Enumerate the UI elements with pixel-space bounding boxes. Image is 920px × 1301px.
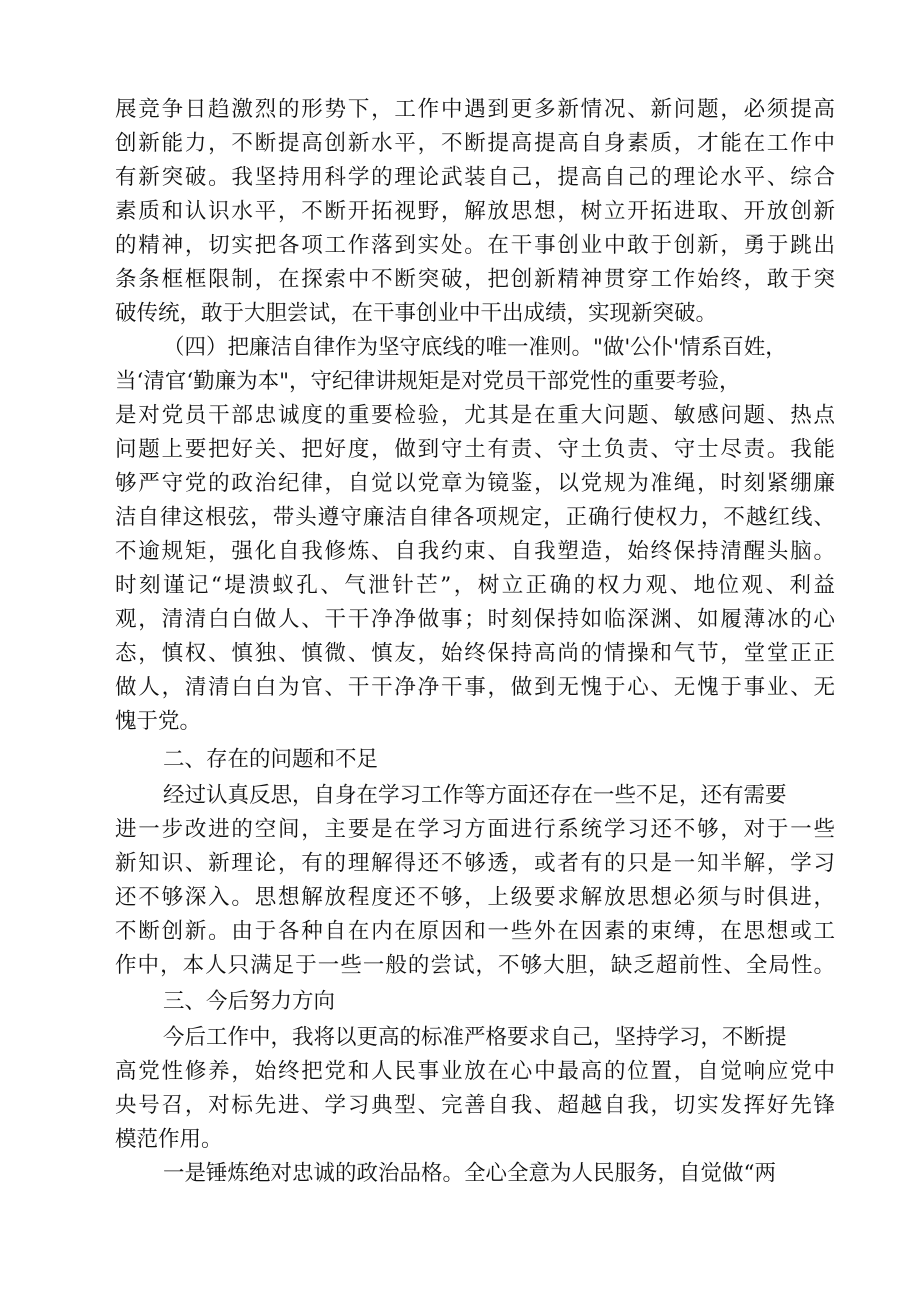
paragraph-first-line: 今后工作中，我将以更高的标准严格要求自己，坚持学习，不断提: [163, 1025, 787, 1050]
text-line: 愧于党。: [115, 709, 202, 734]
paragraph-first-line: 一是锤炼绝对忠诚的政治品格。全心全意为人民服务，自觉做“两: [163, 1161, 776, 1186]
text-line: 进一步改进的空间，主要是在学习方面进行系统学习还不够，对于一些: [115, 817, 835, 842]
text-line: 的精神，切实把各项工作落到实处。在干事创业中敢于创新，勇于跳出: [115, 233, 835, 258]
paragraph-first-line: 经过认真反思，自身在学习工作等方面还存在一些不足，还有需要: [163, 783, 787, 808]
text-line: 新知识、新理论，有的理解得还不够透，或者有的只是一知半解，学习: [115, 851, 835, 876]
text-line: 观，清清白白做人、干干净净做事；时刻保持如临深渊、如履薄冰的心: [115, 607, 835, 632]
text-line: 有新突破。我坚持用科学的理论武装自己，提高自己的理论水平、综合: [115, 165, 835, 190]
text-line: 是对党员干部忠诚度的重要检验，尤其是在重大问题、敏感问题、热点: [115, 403, 835, 428]
paragraph-first-line: （四）把廉洁自律作为坚守底线的唯一准则。"做'公仆'情系百姓，: [163, 335, 787, 360]
text-line: 时刻谨记“堤溃蚁孔、气泄针芒”，树立正确的权力观、地位观、利益: [115, 573, 835, 598]
text-line: 洁自律这根弦，带头遵守廉洁自律各项规定，正确行使权力，不越红线、: [115, 505, 835, 530]
text-line: 够严守党的政治纪律，自觉以党章为镜鉴，以党规为准绳，时刻紧绷廉: [115, 471, 835, 496]
text-line: 破传统，敢于大胆尝试，在干事创业中干出成绩，实现新突破。: [115, 301, 718, 326]
text-line: 高党性修养，始终把党和人民事业放在心中最高的位置，自觉响应党中: [115, 1059, 835, 1084]
text-line: 问题上要把好关、把好度，做到守土有责、守土负责、守士尽责。我能: [115, 437, 835, 462]
text-line: 不逾规矩，强化自我修炼、自我约束、自我塑造，始终保持清醒头脑。: [115, 539, 835, 564]
text-line: 展竞争日趋激烈的形势下，工作中遇到更多新情况、新问题，必须提高: [115, 97, 835, 122]
text-line: 模范作用。: [115, 1127, 223, 1152]
text-line: 态，慎权、慎独、慎微、慎友，始终保持高尚的情操和气节，堂堂正正: [115, 641, 835, 666]
text-line: 当‘清官‘勤廉为本"，守纪律讲规矩是对党员干部党性的重要考验，: [115, 369, 741, 394]
text-line: 还不够深入。思想解放程度还不够，上级要求解放思想必须与时俱进，: [115, 885, 835, 910]
section-heading-direction: 三、今后努力方向: [163, 989, 336, 1014]
text-line: 作中，本人只满足于一些一般的尝试，不够大胆，缺乏超前性、全局性。: [115, 953, 835, 978]
text-line: 条条框框限制，在探索中不断突破，把创新精神贯穿工作始终，敢于突: [115, 267, 835, 292]
text-line: 央号召，对标先进、学习典型、完善自我、超越自我，切实发挥好先锋: [115, 1093, 835, 1118]
text-line: 不断创新。由于各种自在内在原因和一些外在因素的束缚，在思想或工: [115, 919, 835, 944]
section-heading-problems: 二、存在的问题和不足: [163, 747, 379, 772]
text-line: 素质和认识水平，不断开拓视野，解放思想，树立开拓进取、开放创新: [115, 199, 835, 224]
text-line: 创新能力，不断提高创新水平，不断提高提高自身素质，才能在工作中: [115, 131, 835, 156]
text-line: 做人，清清白白为官、干干净净干事，做到无愧于心、无愧于事业、无: [115, 675, 835, 700]
